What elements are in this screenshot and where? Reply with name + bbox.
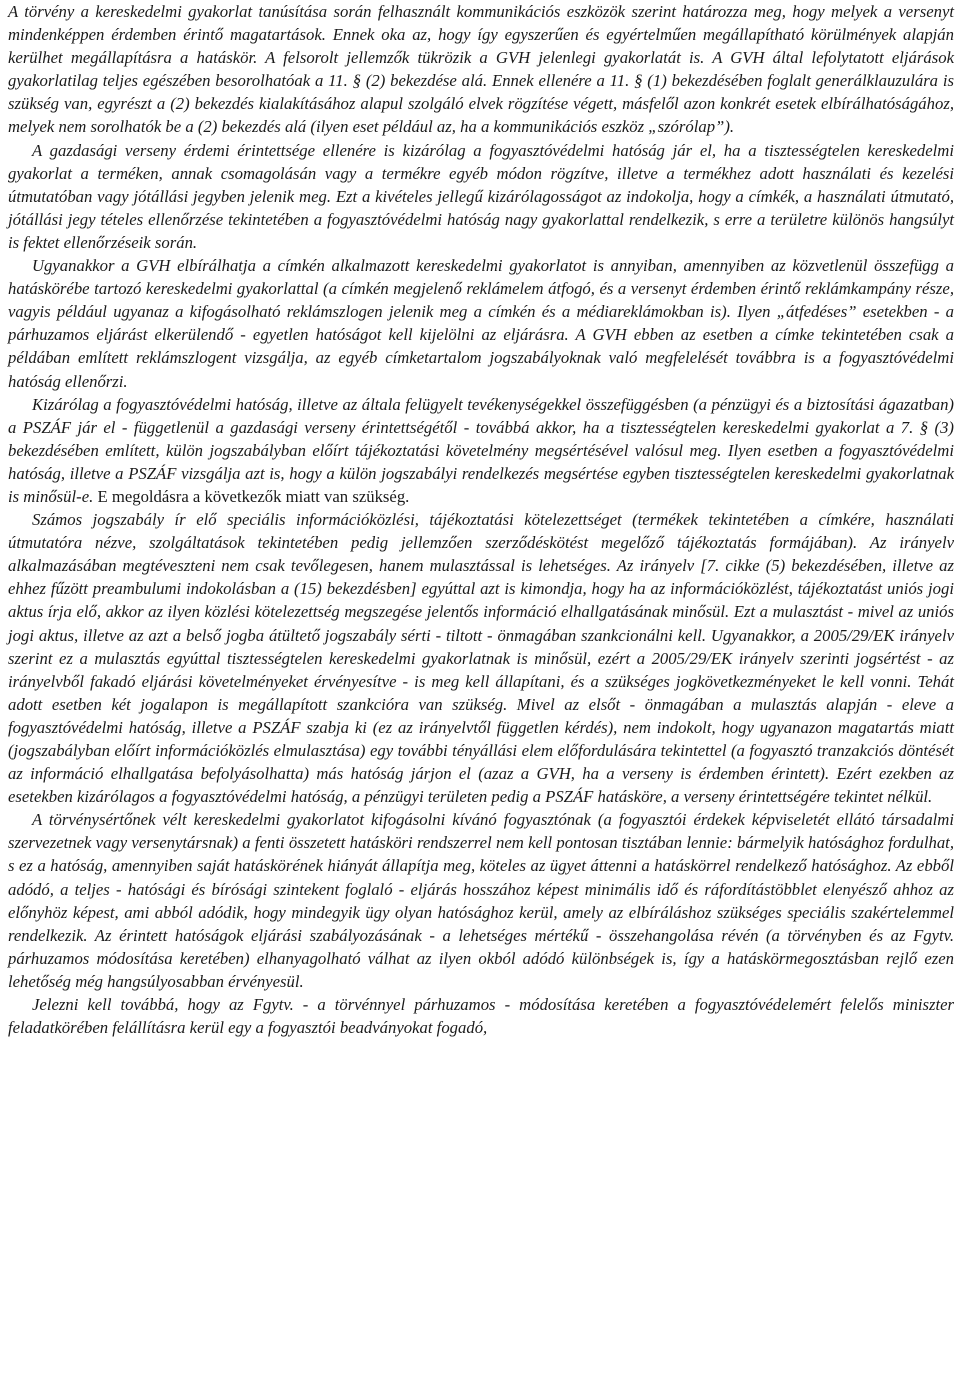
paragraph-1 bbox=[8, 0, 954, 139]
paragraph-5 bbox=[8, 508, 954, 808]
paragraph-7-text: Jelezni kell továbbá, hogy az Fgytv. - a törvénnyel párhuzamos - módosítása keretében a fogyasztóvédelemért felelős miniszter feladatkörében felállításra kerül egy a fogyasztói beadványokat fogadó, bbox=[8, 995, 954, 1038]
paragraph-2 bbox=[8, 139, 954, 254]
paragraph-7 bbox=[8, 993, 954, 1039]
paragraph-3-text: Ugyanakkor a GVH elbírálhatja a címkén alkalmazott kereskedelmi gyakorlatot is annyiban, amennyiben az közvetlenül összefügg a hatáskörébe tartozó kereskedelmi gyakorlattal (a címkén megjelenő reklámelem átfogó, és a versenyt érdemben érintő reklámkampány része, vagyis például ugyanaz a kifogásolható reklámszlogen jelenik meg a címkén és a médiareklámokban is). Ilyen „átfedéses” esetekben - a párhuzamos eljárást elkerülendő - egyetlen hatóságot kell kijelölni az eljárásra. A GVH ebben az esetben a címke tekintetében csak a példában említett reklámszlogent vizsgálja, az egyéb címketartalom jogszabályoknak való megfelelését továbbra is a fogyasztóvédelmi hatóság ellenőrzi. bbox=[8, 256, 954, 391]
paragraph-6 bbox=[8, 808, 954, 993]
paragraph-1-text: A törvény a kereskedelmi gyakorlat tanúsítása során felhasznált kommunikációs eszközök szerint határozza meg, hogy melyek a versenyt mindenképpen érdemben érintő magatartások. Ennek oka az, hogy így egyszerűen és egyértelműen megállapítható körülmények alapján kerülhet megállapításra a hatáskör. A felsorolt jellemzők tükrözik a GVH jelenlegi gyakorlatát is. A GVH által lefolytatott eljárások gyakorlatilag teljes egészében besorolhatóak a 11. § (2) bekezdése alá. Ennek ellenére a 11. § (1) bekezdésében foglalt generálklauzulára is szükség van, egyrészt a (2) bekezdés kialakításához alapul szolgáló elvek rögzítése végett, másfelől azon konkrét esetek elbírálhatóságához, melyek nem sorolhatók be a (2) bekezdés alá (ilyen eset például az, ha a kommunikációs eszköz „szórólap”). bbox=[8, 2, 954, 137]
paragraph-5-text: Számos jogszabály ír elő speciális információközlési, tájékoztatási kötelezettséget (termékek tekintetében a címkére, használati útmutatóra nézve, szolgáltatások tekintetében pedig jellemzően szerződéskötést megelőző tájékoztatás formájában). Az irányelv alkalmazásában megtéveszteni nem csak tevőlegesen, hanem mulasztással is lehetséges. Az irányelv [7. cikke (5) bekezdésében, illetve az ehhez fűzött preambulumi indokolásban a (15) bekezdésben] egyúttal azt is kimondja, hogy ha az információközlést, tájékoztatást uniós jogi aktus írja elő, akkor az ilyen közlési kötelezettség megszegése jelentős információ elhallgatásának minősül. Ezt a mulasztást - mivel az uniós jogi aktus, illetve az azt a belső jogba átültető jogszabály sérti - tiltott - önmagában szankcionálni kell. Ugyanakkor, a 2005/29/EK irányelv szerint ez a mulasztás egyúttal tisztességtelen kereskedelmi gyakorlatnak is minősül, ezért a 2005/29/EK irányelv szerinti jogsértést - az irányelvből fakadó eljárási követelményeket érvényesítve - is meg kell állapítani, és a szükséges jogkövetkezményeket le kell vonni. Tehát adott esetben két jogalapon is megállapított szankcióra van szükség. Mivel az elsőt - önmagában a mulasztás alapján - eleve a fogyasztóvédelmi hatóság, illetve a PSZÁF szabja ki (ez az irányelvtől független kérdés), nem indokolt, hogy ugyanazon magatartás miatt (jogszabályban előírt információközlés elmulasztása) egy további tényállási elem előfordulására tekintettel (a fogyasztó tranzakciós döntését az információ elhallgatása befolyásolhatta) más hatóság járjon el (azaz a GVH, ha a verseny is érdemben érintett). Ezért ezekben az esetekben kizárólagos a fogyasztóvédelmi hatóság, a pénzügyi területen pedig a PSZÁF hatásköre, a verseny érintettségére tekintet nélkül. bbox=[8, 510, 954, 807]
paragraph-4-text: Kizárólag a fogyasztóvédelmi hatóság, illetve az általa felügyelt tevékenységekkel összefüggésben (a pénzügyi és a biztosítási ágazatban) a PSZÁF jár el - függetlenül a gazdasági verseny érintettségétől - továbbá akkor, ha a tisztességtelen kereskedelmi gyakorlat a 7. § (3) bekezdésében említett, külön jogszabályban előírt tájékoztatási követelmény megsértésével valósul meg. Ilyen esetben a fogyasztóvédelmi hatóság, illetve a PSZÁF vizsgálja azt is, hogy a külön jogszabályi rendelkezés megsértése egyben tisztességtelen kereskedelmi gyakorlatnak is minősül-e. bbox=[8, 394, 954, 506]
paragraph-2-text: A gazdasági verseny érdemi érintettsége ellenére is kizárólag a fogyasztóvédelmi hatóság jár el, ha a tisztességtelen kereskedelmi gyakorlat a terméken, annak csomagolásán vagy a termékre egyéb módon rögzítve, illetve a termékhez adott használati és kezelési útmutatóban vagy jótállási jegyben jelenik meg. Ezt a kivételes jellegű kizárólagosságot az indokolja, hogy a címkék, a használati útmutató, jótállási jegy tételes ellenőrzése tekintetében a fogyasztóvédelmi hatóság nagy gyakorlattal rendelkezik, s erre a területre különös hangsúlyt is fektet ellenőrzéseik során. bbox=[8, 140, 954, 252]
paragraph-6-text: A törvénysértőnek vélt kereskedelmi gyakorlatot kifogásolni kívánó fogyasztónak (a fogyasztói érdekek képviseletét ellátó társadalmi szervezetnek vagy versenytársnak) a fenti összetett hatásköri rendszerrel nem kell pontosan tisztában lennie: bármelyik hatósághoz fordulhat, s ez a hatóság, amennyiben saját hatáskörének hiányát állapítja meg, köteles az ügyet áttenni a hatáskörrel rendelkező hatósághoz. Az ebből adódó, a teljes - hatósági és bírósági szintekent foglaló - eljárás hosszához képest minimális idő és ráfordítástöbblet elenyésző ahhoz az előnyhöz képest, ami abból adódik, hogy mindegyik ügy olyan hatósághoz kerül, amely az elbíráláshoz szükséges speciális szakértelemmel rendelkezik. Az érintett hatóságok eljárási szabályozásának - a lehetséges mértékű - összehangolása révén (a törvényben és az Fgytv. párhuzamos módosítása keretében) elhanyagolható válhat az ilyen okból adódó különbségek is, így a hatáskörmegosztásban rejlő ezen lehetőség még hangsúlyosabban érvényesül. bbox=[8, 810, 954, 991]
paragraph-3 bbox=[8, 254, 954, 393]
paragraph-4-plain-text: E megoldásra a következők miatt van szükség. bbox=[93, 486, 410, 506]
paragraph-4 bbox=[8, 393, 954, 508]
